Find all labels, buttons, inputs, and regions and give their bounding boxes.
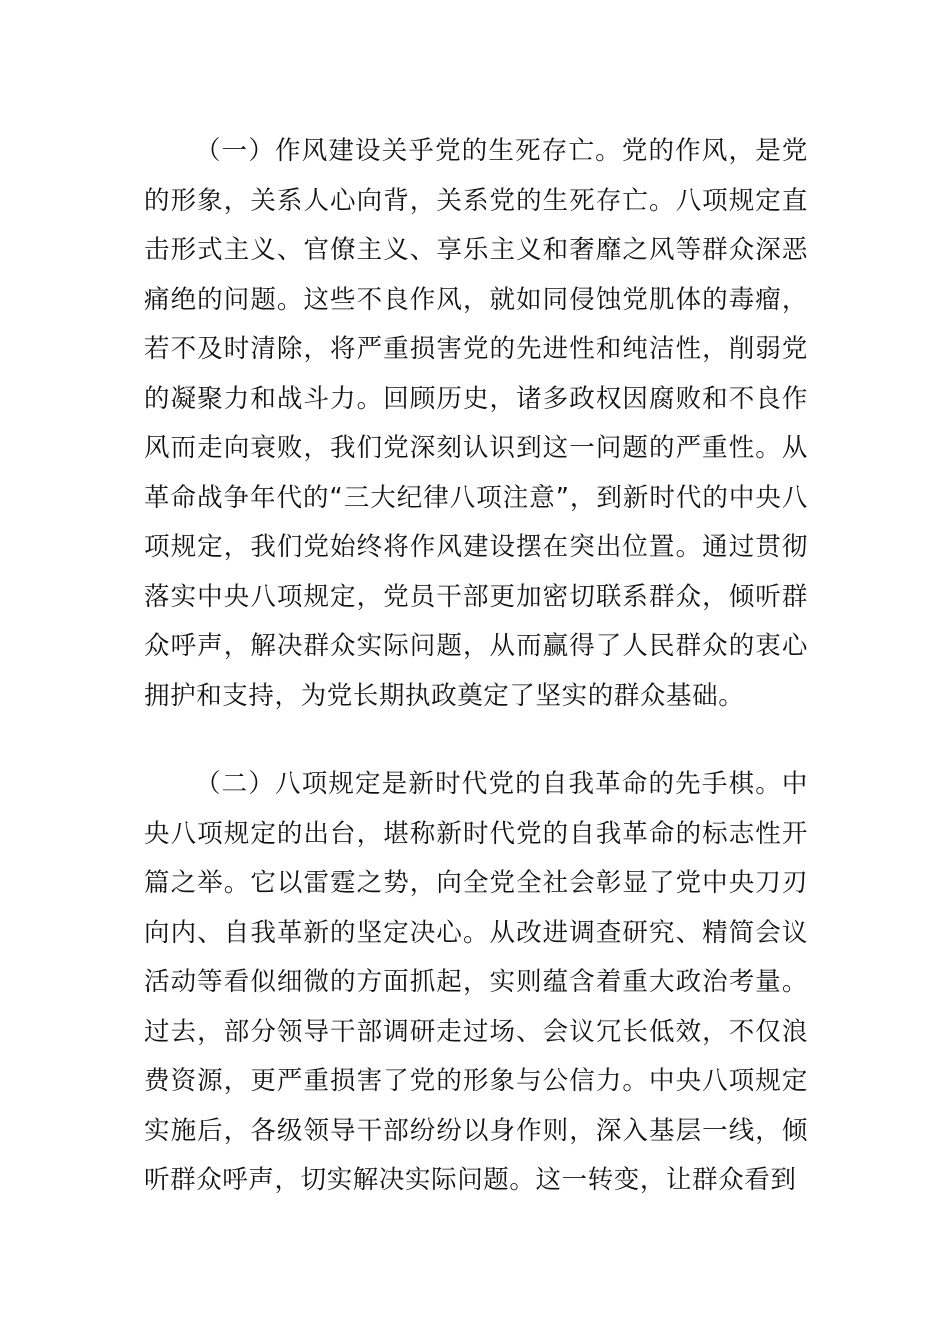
paragraph-work-style: （一）作风建设关乎党的生死存亡。党的作风，是党的形象，关系人心向背，关系党的生死存亡。八项规定直击形式主义、官僚主义、享乐主义和奢靡之风等群众深恶痛绝的问题。这些不良作风，就如同侵蚀党肌体的毒瘤，若不及时清除，将严重损害党的先进性和纯洁性，削弱党的凝聚力和战斗力。回顾历史，诸多政权因腐败和不良作风而走向衰败，我们党深刻认识到这一问题的严重性。从革命战争年代的“三大纪律八项注意”，到新时代的中央八项规定，我们党始终将作风建设摆在突出位置。通过贯彻落实中央八项规定，党员干部更加密切联系群众，倾听群众呼声，解决群众实际问题，从而赢得了人民群众的衷心拥护和支持，为党长期执政奠定了坚实的群众基础。 <box>144 136 808 711</box>
paragraph-eight-rules: （二）八项规定是新时代党的自我革命的先手棋。中央八项规定的出台，堪称新时代党的自我革命的标志性开篇之举。它以雷霆之势，向全党全社会彰显了党中央刀刃向内、自我革新的坚定决心。从改进调查研究、精简会议活动等看似细微的方面抓起，实则蕴含着重大政治考量。过去，部分领导干部调研走过场、会议冗长低效，不仅浪费资源，更严重损害了党的形象与公信力。中央八项规定实施后，各级领导干部纷纷以身作则，深入基层一线，倾听群众呼声，切实解决实际问题。这一转变，让群众看到 <box>144 769 808 1195</box>
